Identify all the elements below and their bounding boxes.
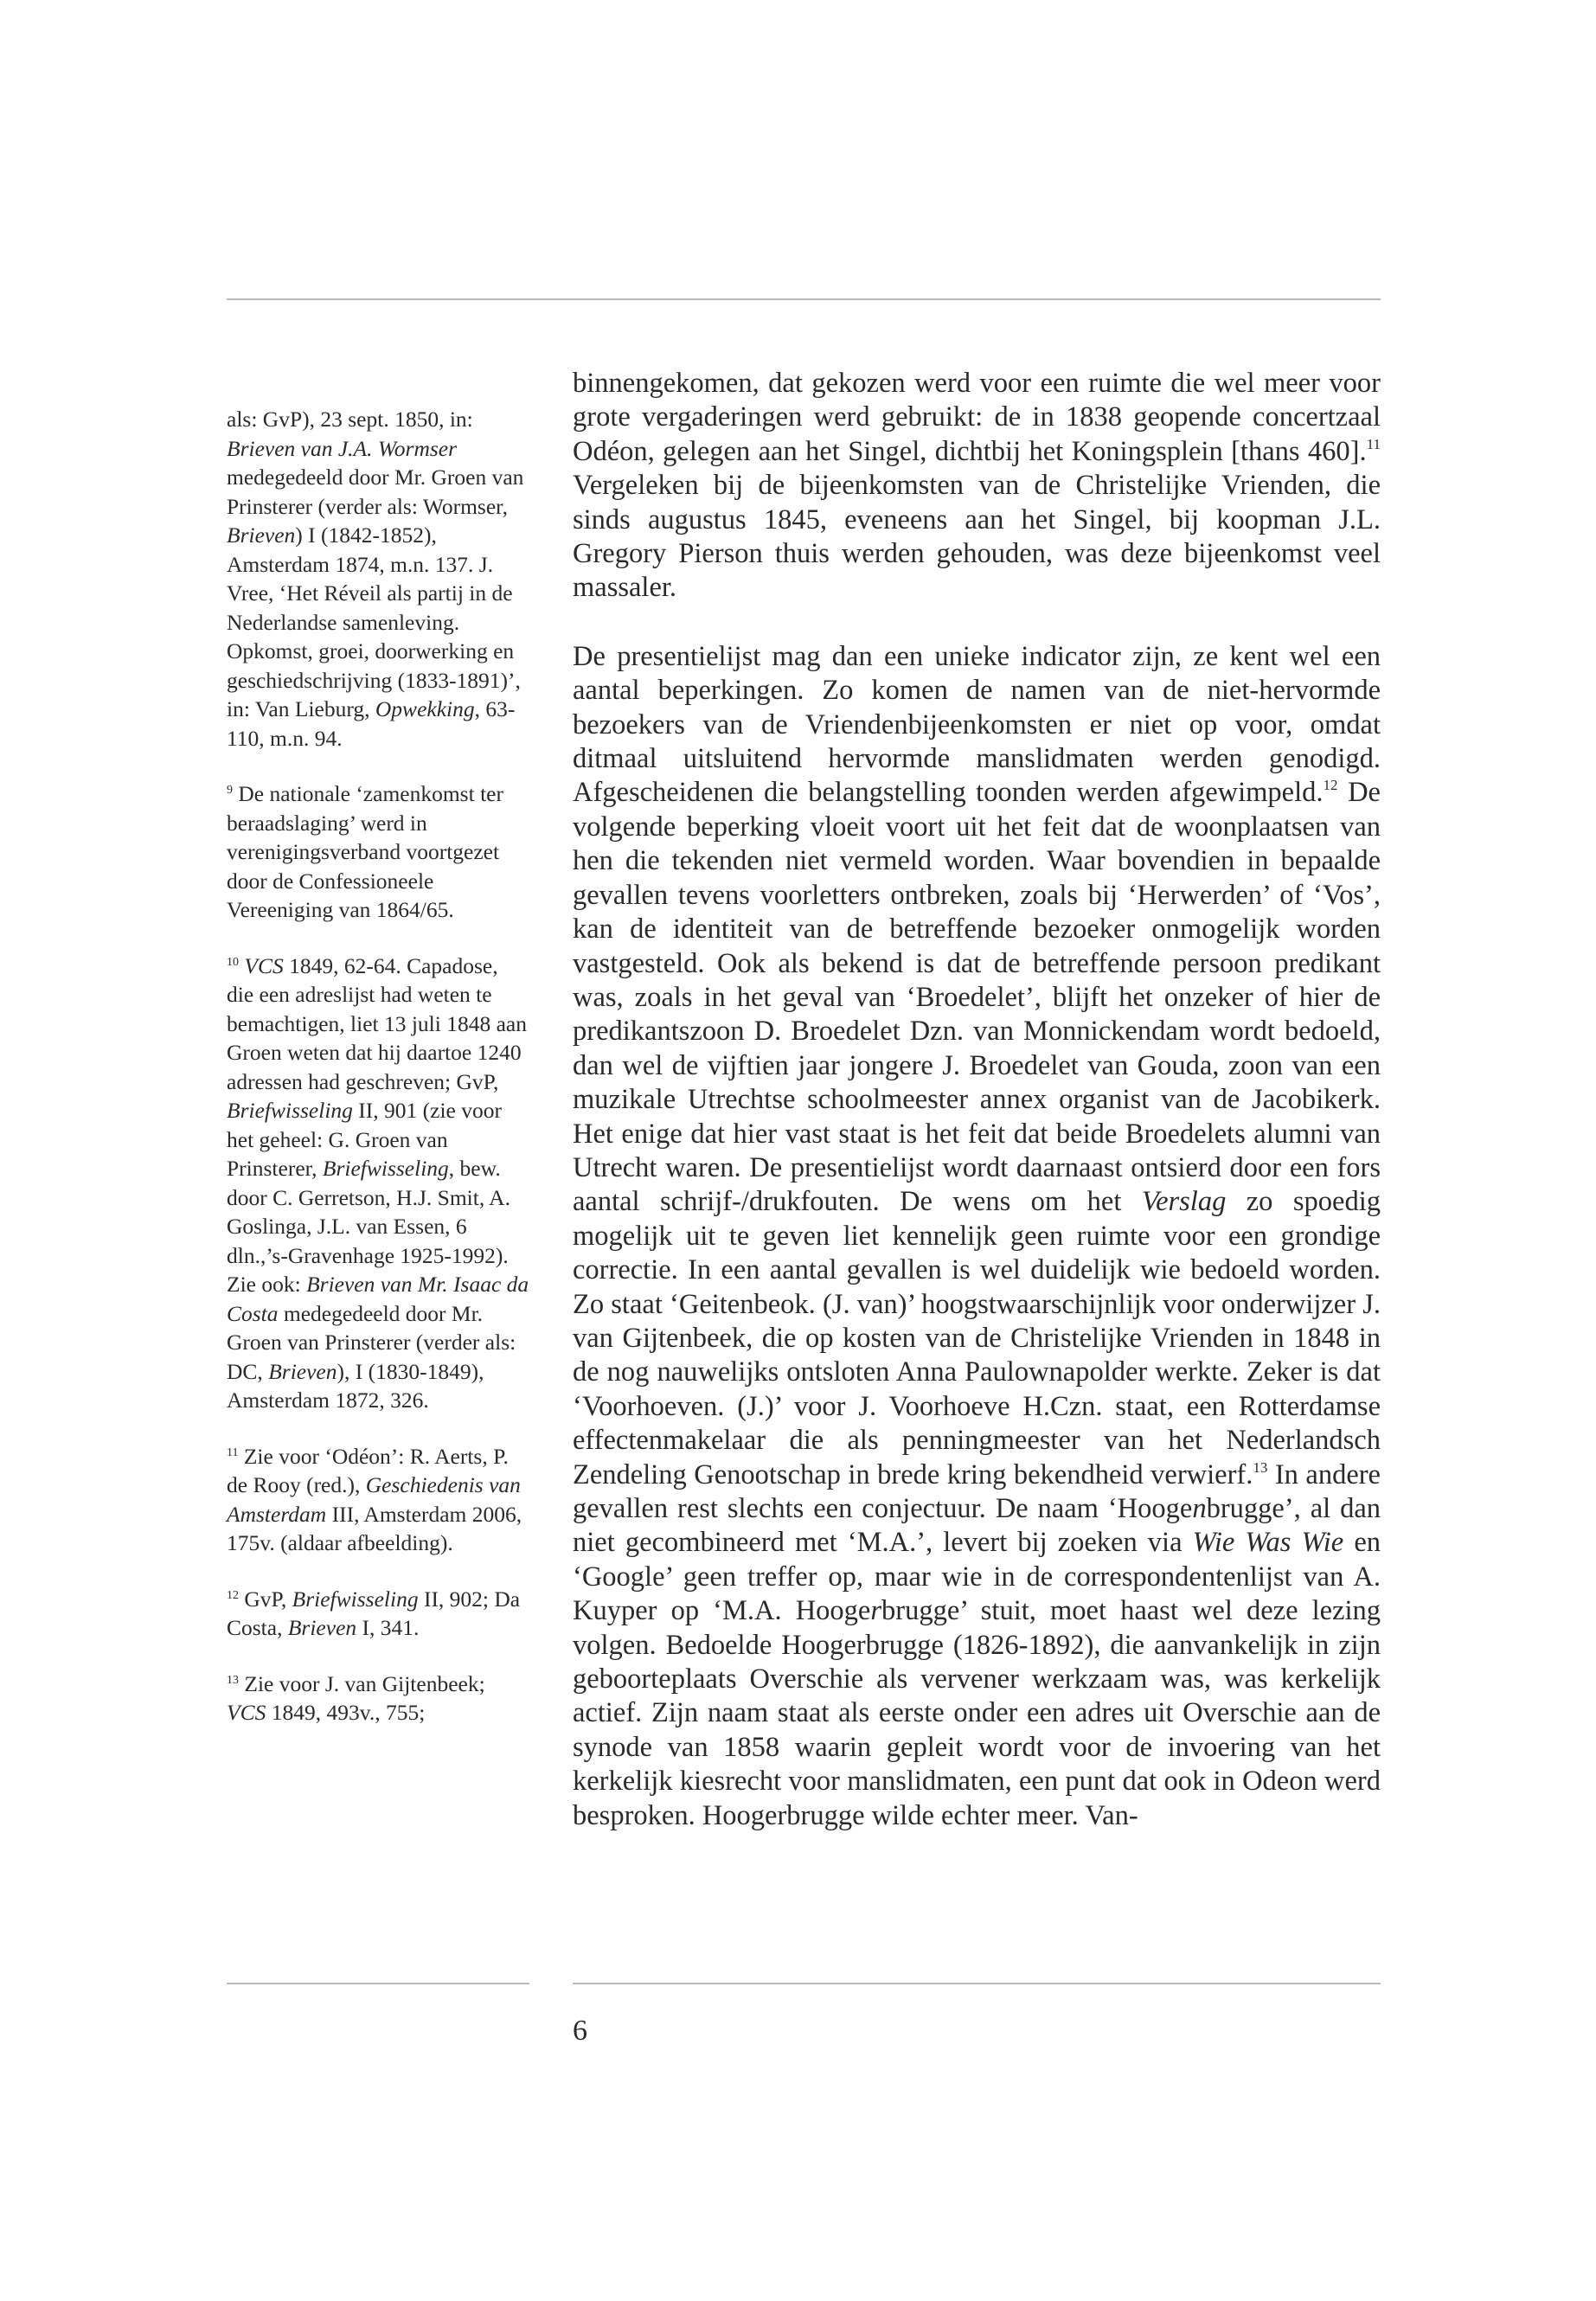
footnote-11: $^{11}$ Zie voor ‘Odéon’: R. Aerts, P. de Rooy (red.), Geschiedenis van Amsterdam III, Amsterdam 2006, 175v. (aldaar afbeelding). <box>227 1443 522 1555</box>
body-paragraph-1: binnengekomen, dat gekozen werd voor een ruimte die wel meer voor grote vergaderingen werd gebruikt: de in 1838 geopende concertzaal Odéon, gelegen aan het Singel, dichtbij het Koningsplein [thans 460].$^{11}$ Vergeleken bij de bijeenkomsten van de Christelijke Vrienden, die sinds augustus 1845, eveneens aan het Singel, bij koopman J.L. Gregory Pierson thuis werden gehouden, was deze bijeenkomst veel massaler. <box>573 368 1381 604</box>
footnote-marker: 9 <box>227 784 233 797</box>
footnote-13: $^{13}$ Zie voor J. van Gijtenbeek; VCS 1849, 493v., 755; <box>227 1670 485 1725</box>
footnote-marker: 10 <box>227 955 239 969</box>
text-bottom-rule <box>573 1983 1381 1984</box>
footnote-marker: 13 <box>227 1673 239 1687</box>
main-text-column <box>573 367 1381 1868</box>
page-number: 6 <box>573 2015 587 2047</box>
body-paragraph-2: De presentielijst mag dan een unieke indicator zijn, ze kent wel een aantal beperkingen. Zo komen de namen van de niet-hervormde bezoekers van de Vriendenbijeenkomsten er niet op voor, omdat ditmaal uitsluitend hervormde manslidmaten werden genodigd. Afgescheidenen die belangstelling toonden werden afgewimpeld.$^{12}$ De volgende beperking vloeit voort uit het feit dat de woonplaatsen van hen die tekenden niet vermeld worden. Waar bovendien in bepaalde gevallen tevens voorletters ontbreken, zoals bij ‘Herwerden’ of ‘Vos’, kan de identiteit van de betreffende bezoeker onmogelijk worden vastgesteld. Ook als bekend is dat de betreffende persoon predikant was, zoals in het geval van ‘Broedelet’, blijft het onzeker of hier de predikantszoon D. Broedelet Dzn. van Monnickendam wordt bedoeld, dan wel de vijftien jaar jongere J. Broedelet van Gouda, zoon van een muzikale Utrechtse schoolmeester annex organist van de Jacobikerk. Het enige dat hier vast staat is het feit dat beide Broedelets alumni van Utrecht waren. De presentielijst wordt daarnaast ontsierd door een fors aantal schrijf-/drukfouten. De wens om het Verslag zo spoedig mogelijk uit te geven liet kennelijk geen ruimte voor een grondige correctie. In een aantal gevallen is wel duidelijk wie bedoeld worden. Zo staat ‘Geitenbeok. (J. van)’ hoogstwaarschijnlijk voor onderwijzer J. van Gijtenbeek, die op kosten van de Christelijke Vrienden in 1848 in de nog nauwelijks ontsloten Anna Paulownapolder werkte. Zeker is dat ‘Voorhoeven. (J.)’ voor J. Voorhoeve H.Czn. staat, een Rotterdamse effectenmakelaar die als penningmeester van het Nederlandsch Zendeling Genootschap in brede kring bekendheid verwierf.$^{13}$ In andere gevallen rest slechts een conjectuur. De naam ‘Hoogenbrugge’, al dan niet gecombineerd met ‘M.A.’, levert bij zoeken via Wie Was Wie en ‘Google’ geen treffer op, maar wie in de correspondentenlijst van A. Kuyper op ‘M.A. Hoogerbrugge’ stuit, moet haast wel deze lezing volgen. Bedoelde Hoogerbrugge (1826-1892), die aanvankelijk in zijn geboorteplaats Overschie als vervener werkzaam was, was kerkelijk actief. Zijn naam staat als eerste onder een adres uit Overschie aan de synode van 1858 waarin gepleit wordt voor de invoering van het kerkelijk kiesrecht voor manslidmaten, een punt dat ook in Odeon werd besproken. Hoogerbrugge wilde echter meer. Van- <box>573 640 1381 1831</box>
footnotes-bottom-rule <box>227 1983 529 1984</box>
footnote-10: $^{10}$ VCS 1849, 62-64. Capadose, die een adreslijst had weten te bemachtigen, liet 13 juli 1848 aan Groen weten dat hij daartoe 1240 adressen had geschreven; GvP, Briefwisseling II, 901 (zie voor het geheel: G. Groen van Prinsterer, Briefwisseling, bew. door C. Gerretson, H.J. Smit, A. Goslinga, J.L. van Essen, 6 dln.,’s-Gravenhage 1925-1992). Zie ook: Brieven van Mr. Isaac da Costa medegedeeld door Mr. Groen van Prinsterer (verder als: DC, Brieven), I (1830-1849), Amsterdam 1872, 326. <box>227 952 529 1413</box>
footnote-12: $^{12}$ GvP, Briefwisseling II, 902; Da Costa, Brieven I, 341. <box>227 1586 521 1640</box>
footnotes-column <box>227 405 529 1754</box>
footnote-marker: 11 <box>227 1445 239 1459</box>
footnote-reference: 13 <box>1253 1458 1268 1476</box>
footnote-reference: 11 <box>1366 435 1381 452</box>
header-rule <box>227 298 1381 300</box>
footnote-reference: 12 <box>1323 777 1338 794</box>
footnote-9: $^9$ De nationale ‘zamenkomst ter beraadslaging’ werd in verenigingsverband voortgezet door de Confessioneele Vereeniging van 1864/65. <box>227 781 503 922</box>
footnote-8-continued: als: GvP), 23 sept. 1850, in: Brieven van J.A. Wormser medegedeeld door Mr. Groen van Prinsterer (verder als: Wormser, Brieven) I (1842-1852), Amsterdam 1874, m.n. 137. J. Vree, ‘Het Réveil als partij in de Nederlandse samenleving. Opkomst, groei, doorwerking en geschiedschrijving (1833-1891)’, in: Van Lieburg, Opwekking, 63-110, m.n. 94. <box>227 407 524 751</box>
footnote-marker: 12 <box>227 1588 239 1602</box>
